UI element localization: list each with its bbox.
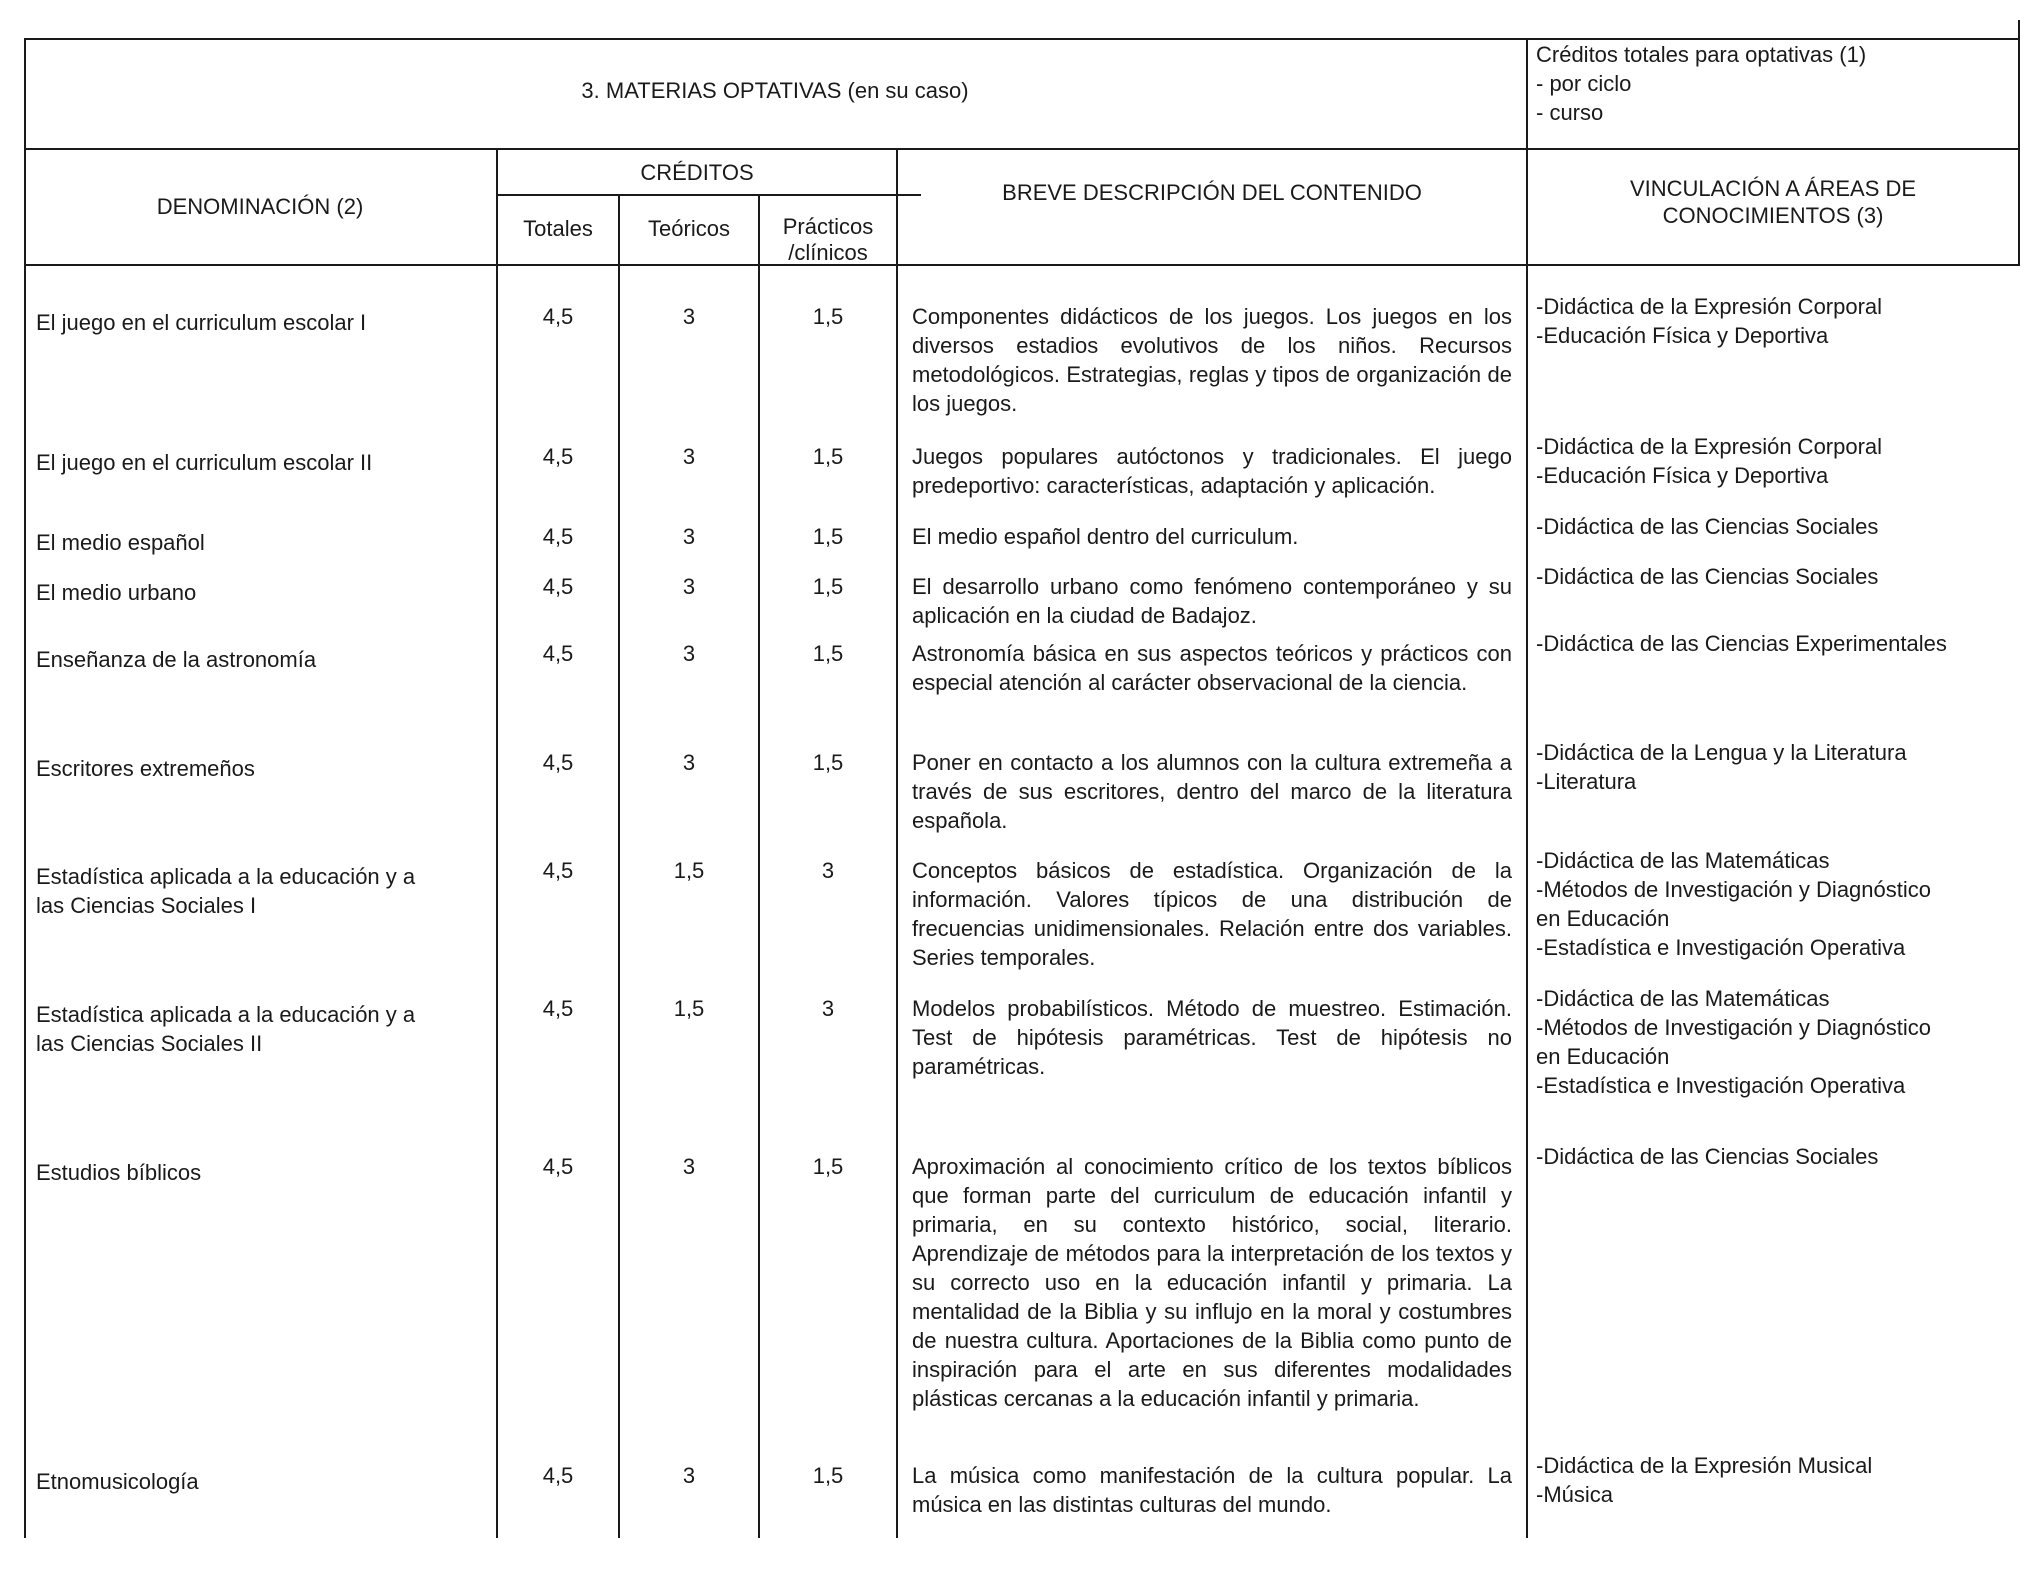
knowledge-area-item: -Didáctica de la Expresión Musical (1536, 1453, 1873, 1478)
subject-description: Modelos probabilísticos. Método de muestreo. Estimación. Test de hipótesis paramétricas. Test de hipótesis no paramétricas. (912, 996, 1512, 1079)
subject-description: Componentes didácticos de los juegos. Los juegos en los diversos estadios evolutivos de los niños. Recursos metodológicos. Estrategias, reglas y tipos de organización de los juegos. (912, 304, 1512, 416)
knowledge-area-item: -Didáctica de las Ciencias Sociales (1536, 564, 1879, 589)
knowledge-areas (1536, 432, 1882, 490)
header-vinculacion: VINCULACIÓN A ÁREAS DE (1629, 176, 1917, 201)
knowledge-area-item: -Didáctica de las Matemáticas (1536, 848, 1830, 873)
knowledge-area-item: -Métodos de Investigación y Diagnóstico (1536, 877, 1931, 902)
border-left (24, 38, 26, 1538)
header-descripcion: BREVE DESCRIPCIÓN DEL CONTENIDO (1002, 180, 1422, 205)
credits-totales: 4,5 (542, 750, 574, 775)
credits-practicos: 1,5 (812, 1463, 844, 1488)
knowledge-area-item: -Música (1536, 1482, 1614, 1507)
subject-description: Juegos populares autóctonos y tradicionales. El juego predeportivo: características, adaptación y aplicación. (912, 444, 1512, 498)
subject-name-line: El medio urbano (36, 580, 197, 605)
header-practicos: Prácticos (782, 214, 874, 239)
credits-teoricos: 3 (682, 750, 696, 775)
subject-name (36, 645, 316, 674)
subject-description: Conceptos básicos de estadística. Organización de la información. Valores típicos de una distribución de frecuencias unidimensionales. Relación entre dos variables. Series temporales. (912, 858, 1512, 970)
col-divider-practicos (896, 148, 898, 1538)
col-divider-name (496, 148, 498, 1538)
knowledge-area-item: -Métodos de Investigación y Diagnóstico (1536, 1015, 1931, 1040)
optional-subjects-document (24, 20, 2024, 1540)
credits-teoricos: 3 (682, 444, 696, 469)
subject-description: Poner en contacto a los alumnos con la cultura extremeña a través de sus escritores, dentro del marco de la literatura española. (912, 750, 1512, 833)
subject-description: Astronomía básica en sus aspectos teóricos y prácticos con especial atención al carácter observacional de la ciencia. (912, 641, 1512, 695)
credits-teoricos: 3 (682, 524, 696, 549)
credits-totales: 4,5 (542, 996, 574, 1021)
subject-name-line: las Ciencias Sociales I (36, 893, 257, 918)
knowledge-area-item: -Didáctica de la Lengua y la Literatura (1536, 740, 1907, 765)
knowledge-areas (1536, 1451, 1872, 1509)
knowledge-area-item: -Didáctica de la Expresión Corporal (1536, 434, 1883, 459)
knowledge-area-item: -Educación Física y Deportiva (1536, 323, 1829, 348)
credits-practicos: 1,5 (812, 524, 844, 549)
subject-name-line: Estadística aplicada a la educación y a (36, 1002, 416, 1027)
subject-name (36, 1158, 201, 1187)
subject-name (36, 448, 372, 477)
credits-note-line: - por ciclo (1536, 71, 1632, 96)
credits-practicos: 3 (821, 858, 835, 883)
knowledge-areas (1536, 512, 1878, 541)
subject-name-line: Escritores extremeños (36, 756, 255, 781)
credits-practicos: 1,5 (812, 750, 844, 775)
subject-name-line: El medio español (36, 530, 205, 555)
credits-note-line: - curso (1536, 100, 1604, 125)
credits-practicos: 3 (821, 996, 835, 1021)
subject-description: La música como manifestación de la cultura popular. La música en las distintas culturas del mundo. (912, 1463, 1512, 1517)
credits-teoricos: 3 (682, 1154, 696, 1179)
credits-practicos: 1,5 (812, 641, 844, 666)
credits-practicos: 1,5 (812, 1154, 844, 1179)
header-denominacion: DENOMINACIÓN (2) (156, 194, 364, 219)
knowledge-area-item: -Literatura (1536, 769, 1637, 794)
credits-totales: 4,5 (542, 1463, 574, 1488)
knowledge-area-item: -Didáctica de las Ciencias Sociales (1536, 514, 1879, 539)
column-header-bottom (24, 264, 2020, 266)
knowledge-area-item: -Estadística e Investigación Operativa (1536, 1073, 1906, 1098)
subject-name (36, 1467, 199, 1496)
header-totales: Totales (523, 216, 593, 241)
knowledge-area-item: en Educación (1536, 1044, 1670, 1069)
section-title: 3. MATERIAS OPTATIVAS (en su caso) (581, 78, 969, 103)
knowledge-areas (1536, 846, 1931, 962)
subject-description: El desarrollo urbano como fenómeno contemporáneo y su aplicación en la ciudad de Badajoz. (912, 574, 1512, 628)
subject-description: El medio español dentro del curriculum. (912, 524, 1299, 549)
knowledge-area-item: -Didáctica de las Ciencias Experimentales (1536, 631, 1947, 656)
knowledge-area-item: en Educación (1536, 906, 1670, 931)
knowledge-area-item: -Estadística e Investigación Operativa (1536, 935, 1906, 960)
header-practicos-line2: /clínicos (788, 240, 868, 265)
subject-name (36, 754, 255, 783)
col-divider-descripcion (1526, 38, 1528, 1538)
knowledge-areas (1536, 562, 1878, 591)
creditos-subheader-line (496, 194, 921, 196)
credits-totales: 4,5 (542, 574, 574, 599)
subject-name-line: El juego en el curriculum escolar II (36, 450, 373, 475)
credits-teoricos: 1,5 (673, 858, 705, 883)
credits-teoricos: 3 (682, 1463, 696, 1488)
credits-practicos: 1,5 (812, 574, 844, 599)
credits-note-line: Créditos totales para optativas (1) (1536, 42, 1867, 67)
header-vinculacion-line2: CONOCIMIENTOS (3) (1662, 203, 1884, 228)
subject-description: Aproximación al conocimiento crítico de los textos bíblicos que forman parte del curriculum de educación infantil y primaria, en su contexto histórico, social, literario. Aprendizaje de métodos para la interpretación de los textos y su correcto uso en la educación infantil y primaria. La mentalidad de la Biblia y su influjo en la moral y costumbres de nuestra cultura. Aportaciones de la Biblia como punto de inspiración para el arte en sus diferentes modalidades plásticas cercanas a la educación infantil y primaria. (912, 1154, 1512, 1411)
subject-name (36, 862, 415, 920)
header-separator (24, 148, 2020, 150)
subject-name-line: Estudios bíblicos (36, 1160, 202, 1185)
header-creditos: CRÉDITOS (640, 160, 754, 185)
credits-practicos: 1,5 (812, 444, 844, 469)
subject-name-line: las Ciencias Sociales II (36, 1031, 263, 1056)
subject-name-line: Estadística aplicada a la educación y a (36, 864, 416, 889)
credits-practicos: 1,5 (812, 304, 844, 329)
credits-note (1536, 40, 1866, 127)
credits-totales: 4,5 (542, 858, 574, 883)
credits-teoricos: 1,5 (673, 996, 705, 1021)
credits-teoricos: 3 (682, 574, 696, 599)
subject-name-line: Etnomusicología (36, 1469, 199, 1494)
subject-name (36, 528, 205, 557)
credits-totales: 4,5 (542, 304, 574, 329)
knowledge-areas (1536, 738, 1907, 796)
credits-teoricos: 3 (682, 641, 696, 666)
subject-name (36, 578, 196, 607)
knowledge-area-item: -Didáctica de las Ciencias Sociales (1536, 1144, 1879, 1169)
knowledge-area-item: -Educación Física y Deportiva (1536, 463, 1829, 488)
subject-name (36, 308, 366, 337)
knowledge-areas (1536, 984, 1931, 1100)
knowledge-areas (1536, 292, 1882, 350)
subject-name-line: Enseñanza de la astronomía (36, 647, 317, 672)
credits-teoricos: 3 (682, 304, 696, 329)
knowledge-areas (1536, 629, 1947, 658)
header-teoricos: Teóricos (648, 216, 730, 241)
subject-name-line: El juego en el curriculum escolar I (36, 310, 367, 335)
credits-totales: 4,5 (542, 444, 574, 469)
credits-totales: 4,5 (542, 641, 574, 666)
border-right (2018, 20, 2020, 266)
knowledge-areas (1536, 1142, 1878, 1171)
subject-name (36, 1000, 415, 1058)
credits-totales: 4,5 (542, 524, 574, 549)
knowledge-area-item: -Didáctica de la Expresión Corporal (1536, 294, 1883, 319)
knowledge-area-item: -Didáctica de las Matemáticas (1536, 986, 1830, 1011)
credits-totales: 4,5 (542, 1154, 574, 1179)
